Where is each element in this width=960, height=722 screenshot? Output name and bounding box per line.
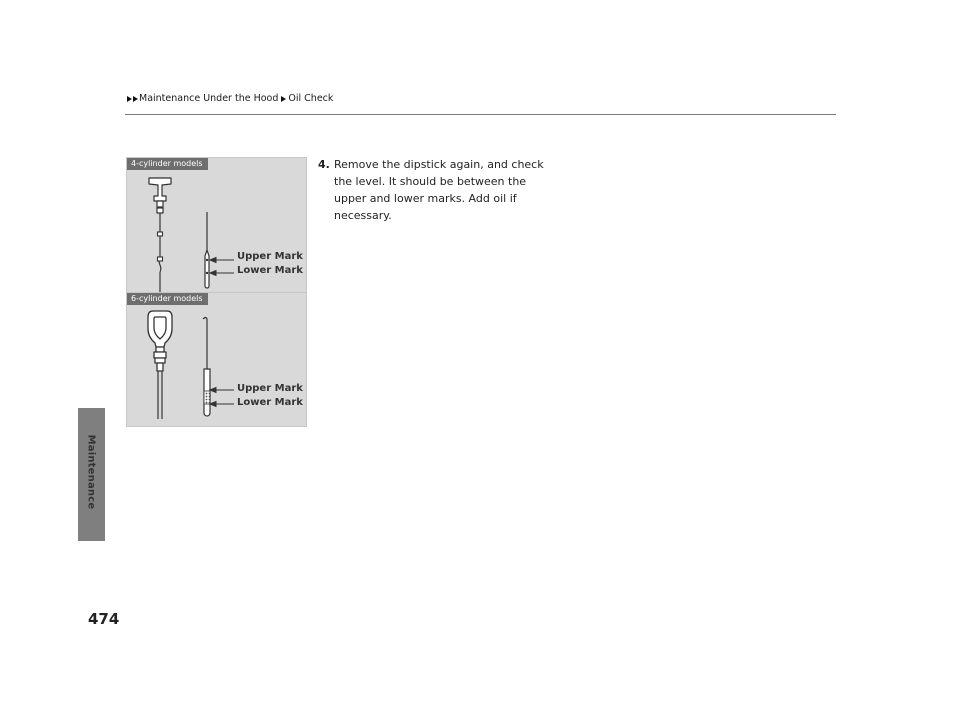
instruction-step <box>318 156 558 224</box>
breadcrumb-item[interactable]: Maintenance Under the Hood <box>139 93 279 104</box>
model-tag: 6-cylinder models <box>127 293 208 305</box>
upper-mark-label: Upper Mark <box>237 251 303 262</box>
step-number: 4. <box>318 158 330 171</box>
breadcrumb-item[interactable]: Oil Check <box>288 93 334 104</box>
page-number: 474 <box>88 610 120 628</box>
step-text: Remove the dipstick again, and check the level. It should be between the upper and lower marks. Add oil if necessary. <box>334 158 544 222</box>
model-tag: 4-cylinder models <box>127 158 208 170</box>
section-label: Maintenance <box>85 434 97 510</box>
upper-mark-label: Upper Mark <box>237 383 303 394</box>
breadcrumb-arrow-icon <box>133 96 138 102</box>
figure-4-cylinder <box>126 157 307 294</box>
figure-6-cylinder <box>126 292 307 427</box>
lower-mark-label: Lower Mark <box>237 265 303 276</box>
breadcrumb-arrow-icon <box>127 96 132 102</box>
breadcrumb-arrow-icon <box>281 96 286 102</box>
breadcrumb <box>127 93 333 104</box>
header-divider <box>125 114 836 115</box>
lower-mark-label: Lower Mark <box>237 397 303 408</box>
